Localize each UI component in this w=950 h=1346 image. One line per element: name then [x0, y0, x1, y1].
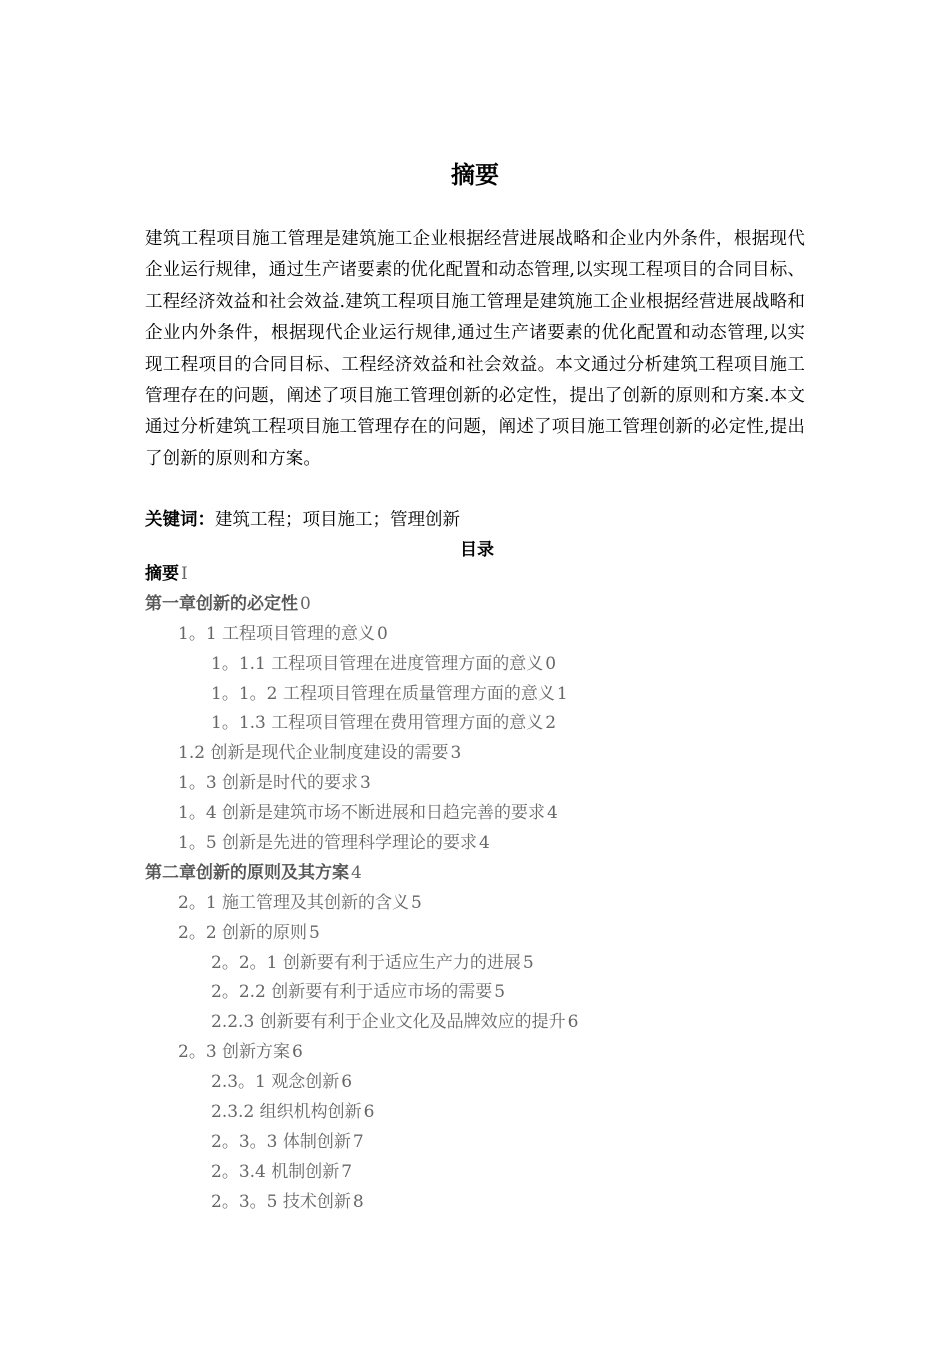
abstract-body: 建筑工程项目施工管理是建筑施工企业根据经营进展战略和企业内外条件，根据现代企业运行规律，通过生产诸要素的优化配置和动态管理,以实现工程项目的合同目标、工程经济效益和社会效益.建筑工程项目施工管理是建筑施工企业根据经营进展战略和企业内外条件，根据现代企业运行规律,通过生产诸要素的优化配置和动态管理,以实现工程项目的合同目标、工程经济效益和社会效益。本文通过分析建筑工程项目施工管理存在的问题，阐述了项目施工管理创新的必定性，提出了创新的原则和方案.本文通过分析建筑工程项目施工管理存在的问题，阐述了项目施工管理创新的必定性,提出了创新的原则和方案。: [145, 229, 805, 469]
toc-entry-text: 摘要: [145, 564, 179, 584]
toc-entry-text: 1。1 工程项目管理的意义: [178, 623, 376, 644]
toc-entry[interactable]: [145, 650, 805, 680]
toc-entry-page: 8: [352, 1191, 364, 1212]
toc-entry-page: 5: [522, 952, 534, 973]
toc-entry[interactable]: [145, 1128, 805, 1158]
toc-title: 目录: [460, 540, 494, 560]
toc-entry[interactable]: [145, 620, 805, 650]
toc-entry[interactable]: [145, 1008, 805, 1038]
toc-entry-text: 1。1.1 工程项目管理在进度管理方面的意义: [211, 653, 544, 674]
toc-entry[interactable]: [145, 769, 805, 799]
toc-entry[interactable]: [145, 709, 805, 739]
toc-entry[interactable]: [145, 859, 805, 889]
toc-entry-page: 4: [547, 803, 558, 824]
keywords-label: 关键词：: [145, 510, 215, 530]
toc-entry-page: 0: [545, 653, 557, 674]
toc-entry-text: 2。2.2 创新要有利于适应市场的需要: [211, 982, 493, 1003]
toc-entry-text: 1。5 创新是先进的管理科学理论的要求: [178, 833, 478, 854]
toc-entry-text: 2。2 创新的原则: [178, 922, 308, 943]
toc-entry[interactable]: [145, 739, 805, 769]
toc-entry-page: 6: [567, 1012, 579, 1033]
toc-entry-page: 6: [292, 1042, 303, 1063]
toc-entry-page: 5: [309, 922, 320, 943]
toc-entry-page: 4: [351, 862, 362, 883]
toc-entry-text: 第二章创新的原则及其方案: [145, 862, 349, 883]
toc-entry-page: 6: [363, 1102, 375, 1123]
toc-entry-text: 2.2.3 创新要有利于企业文化及品牌效应的提升: [211, 1012, 566, 1033]
toc-entry-text: 1。4 创新是建筑市场不断进展和日趋完善的要求: [178, 803, 546, 824]
toc-entry[interactable]: [145, 889, 805, 919]
toc-entry-page: 2: [545, 713, 557, 734]
toc-entry[interactable]: [145, 1068, 805, 1098]
toc-entry-text: 2.3。1 观念创新: [211, 1072, 340, 1093]
toc-entry[interactable]: [145, 680, 805, 710]
toc-entry-page: 7: [352, 1131, 364, 1152]
toc-entry-text: 2.3.2 组织机构创新: [211, 1102, 362, 1123]
toc-entry[interactable]: [145, 829, 805, 859]
toc-entry-page: 7: [341, 1161, 353, 1182]
toc-entry-text: 2。1 施工管理及其创新的含义: [178, 892, 410, 913]
toc-entry-text: 1。1。2 工程项目管理在质量管理方面的意义: [211, 683, 555, 704]
toc-entry[interactable]: [145, 590, 805, 620]
toc-entry-text: 第一章创新的必定性: [145, 593, 298, 614]
keywords-line: [145, 506, 460, 534]
abstract-title: 摘要: [451, 161, 499, 189]
toc-entry-text: 2。3 创新方案: [178, 1042, 291, 1063]
toc-entry[interactable]: [145, 978, 805, 1008]
toc-entry-text: 1。3 创新是时代的要求: [178, 773, 359, 794]
toc-entry[interactable]: [145, 919, 805, 949]
toc-entry-page: 1: [556, 683, 568, 704]
toc-entry-text: 2。2。1 创新要有利于适应生产力的进展: [211, 952, 521, 973]
toc-entry-page: 4: [479, 833, 490, 854]
toc-entry[interactable]: [145, 949, 805, 979]
toc-entry-page: 3: [360, 773, 371, 794]
toc-entry-page: 5: [494, 982, 506, 1003]
toc-entry-page: 0: [300, 593, 311, 614]
toc-entry-text: 1.2 创新是现代企业制度建设的需要: [178, 743, 449, 764]
toc-entry-page: 3: [450, 743, 462, 764]
toc-entry-page: 5: [411, 892, 422, 913]
toc-entry[interactable]: [145, 560, 805, 590]
toc-entry-text: 2。3。5 技术创新: [211, 1191, 351, 1212]
toc-entry[interactable]: [145, 1188, 805, 1218]
toc-entry-page: 0: [377, 623, 388, 644]
keywords-value: 建筑工程；项目施工；管理创新: [215, 510, 460, 530]
toc-entry-page: 6: [341, 1072, 353, 1093]
table-of-contents: [145, 560, 805, 1218]
toc-entry-page: I: [181, 564, 188, 584]
toc-entry[interactable]: [145, 1038, 805, 1068]
toc-entry[interactable]: [145, 799, 805, 829]
toc-entry-text: 2。3.4 机制创新: [211, 1161, 340, 1182]
toc-entry-text: 1。1.3 工程项目管理在费用管理方面的意义: [211, 713, 544, 734]
toc-entry[interactable]: [145, 1158, 805, 1188]
toc-entry[interactable]: [145, 1098, 805, 1128]
toc-entry-text: 2。3。3 体制创新: [211, 1131, 351, 1152]
